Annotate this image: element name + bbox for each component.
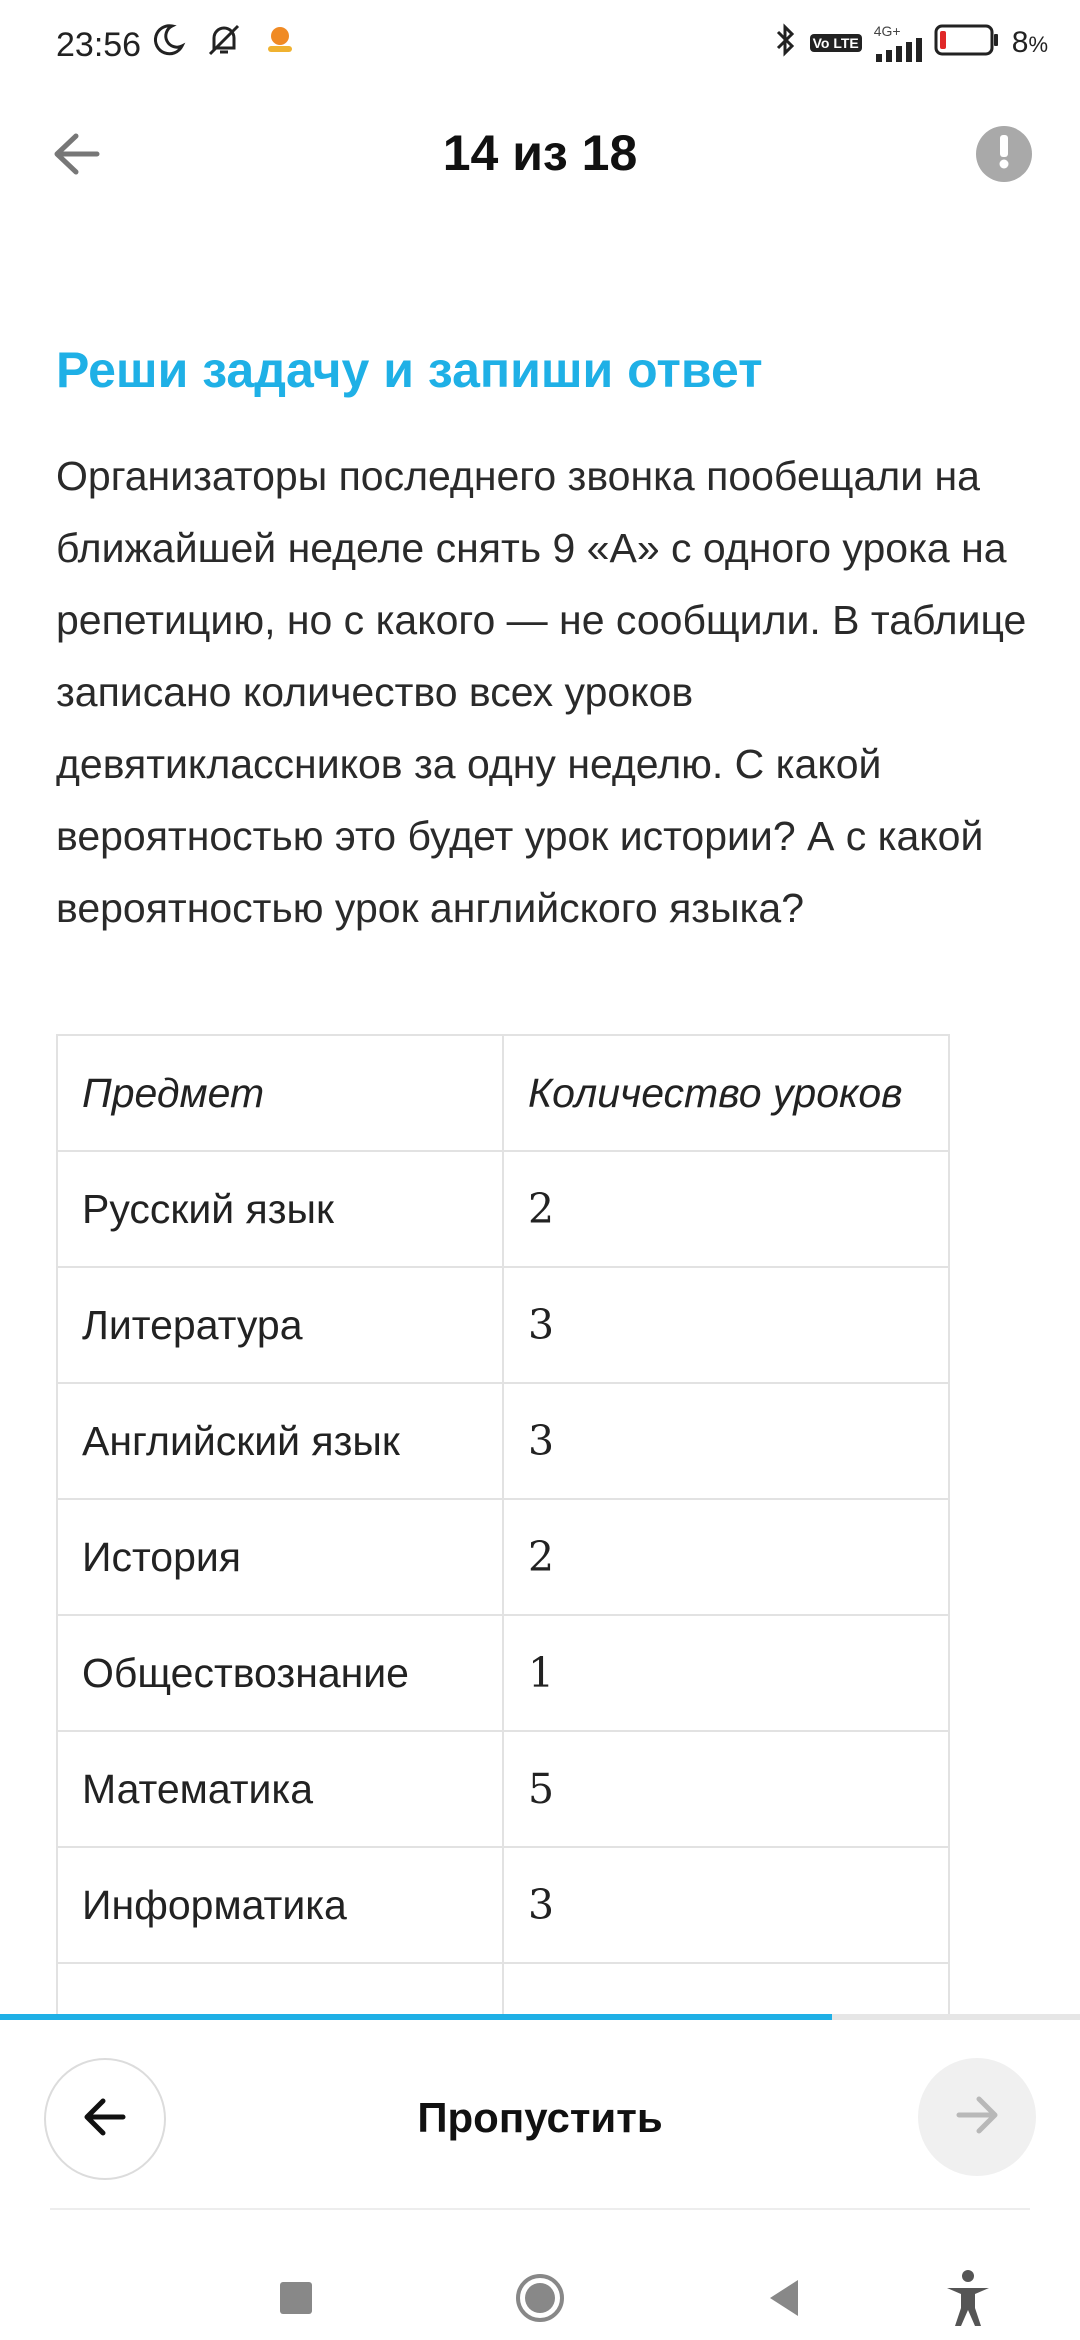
battery-percent: 8%	[1011, 25, 1048, 59]
divider	[50, 2208, 1030, 2210]
status-bar	[0, 0, 1080, 96]
table-cell-subject: История	[57, 1499, 503, 1615]
status-left-icons	[150, 22, 298, 63]
table-cell-count: 3	[503, 1383, 949, 1499]
table-cell-count: 3	[503, 1267, 949, 1383]
lessons-table	[56, 1034, 950, 2080]
table-cell-subject: Русский язык	[57, 1151, 503, 1267]
table-row	[57, 1499, 949, 1615]
table-cell-subject: Обществознание	[57, 1615, 503, 1731]
task-title: Реши задачу и запиши ответ	[56, 342, 763, 398]
table-cell-count: 2	[503, 1499, 949, 1615]
moon-icon	[150, 22, 186, 63]
report-button[interactable]	[976, 126, 1032, 182]
status-time: 23:56	[56, 26, 142, 64]
table-row	[57, 1383, 949, 1499]
table-cell-count: 2	[503, 1151, 949, 1267]
bluetooth-icon	[774, 22, 798, 63]
next-question-button[interactable]	[918, 2058, 1036, 2176]
recent-apps-button[interactable]	[256, 2260, 336, 2340]
table-cell-count: 1	[503, 1615, 949, 1731]
circle-icon	[514, 2272, 566, 2329]
task-content	[56, 340, 1036, 944]
app-notification-icon	[262, 22, 298, 63]
table-cell-subject: Математика	[57, 1731, 503, 1847]
table-header-row	[57, 1035, 949, 1151]
status-right-icons	[774, 22, 1048, 63]
network-label: 4G+	[873, 22, 901, 39]
system-navigation-bar	[0, 2240, 1080, 2340]
top-bar	[0, 96, 1080, 216]
signal-icon	[874, 24, 922, 62]
table-cell-count: 5	[503, 1731, 949, 1847]
table-row	[57, 1615, 949, 1731]
accessibility-button[interactable]	[928, 2260, 1008, 2340]
accessibility-icon	[943, 2268, 993, 2333]
mute-icon	[204, 22, 244, 63]
square-icon	[278, 2280, 314, 2321]
table-cell-subject: Английский язык	[57, 1383, 503, 1499]
system-back-button[interactable]	[744, 2260, 824, 2340]
page-title: 14 из 18	[442, 125, 638, 181]
progress-bar	[0, 2014, 1080, 2020]
home-button[interactable]	[500, 2260, 580, 2340]
table-row	[57, 1847, 949, 1963]
exclamation-icon	[998, 135, 1010, 174]
volte-icon: Vo LTE	[810, 34, 862, 52]
table-header-subject: Предмет	[57, 1035, 503, 1151]
table-row	[57, 1731, 949, 1847]
table-row	[57, 1151, 949, 1267]
battery-icon	[934, 23, 1000, 62]
skip-button[interactable]: Пропустить	[417, 2094, 663, 2141]
table-header-count: Количество уроков	[503, 1035, 949, 1151]
progress-fill	[0, 2014, 832, 2020]
arrow-right-icon	[955, 2095, 999, 2140]
arrow-left-icon	[83, 2097, 127, 2142]
table-cell-subject: Информатика	[57, 1847, 503, 1963]
table-row	[57, 1267, 949, 1383]
table-cell-count: 3	[503, 1847, 949, 1963]
table-cell-subject: Литература	[57, 1267, 503, 1383]
task-text: Организаторы последнего звонка пообещали на ближайшей неделе снять 9 «А» с одного урока на репетицию, но с какого — не сообщили. В таблице записано количество всех уроков девятиклассников за одну неделю. С какой вероятностью это будет урок истории? А с какой вероятностью урок английского языка?	[56, 453, 1027, 931]
triangle-left-icon	[766, 2278, 802, 2323]
previous-question-button[interactable]	[44, 2058, 166, 2180]
bottom-panel	[0, 2014, 1080, 2340]
